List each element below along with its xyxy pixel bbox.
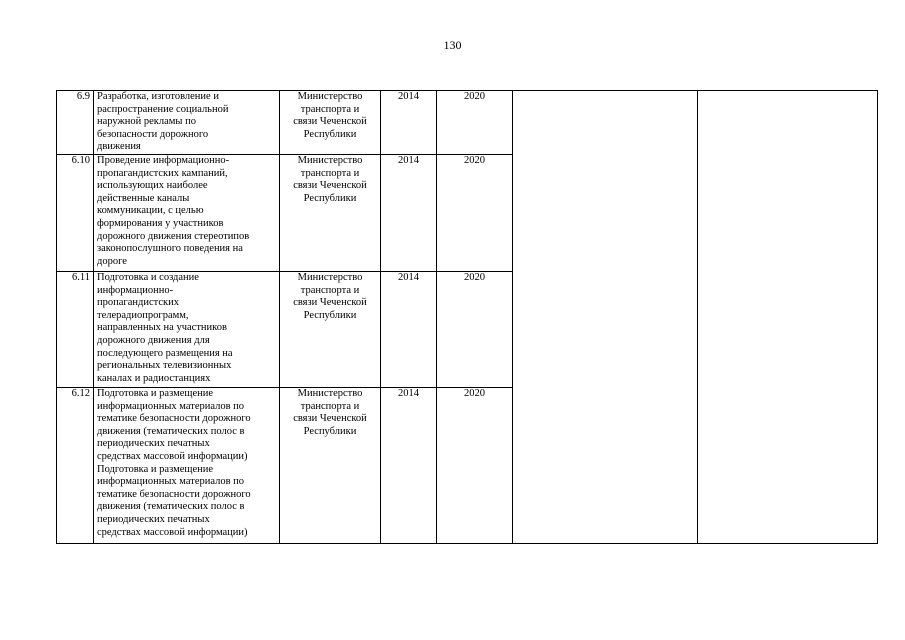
activity-line: движения bbox=[97, 141, 141, 153]
executor-line: Министерство bbox=[297, 155, 363, 166]
page-number: 130 bbox=[443, 38, 462, 52]
activity-line: формирования у участников bbox=[97, 217, 224, 229]
activity-line: дороге bbox=[97, 255, 127, 267]
row-number: 6.9 bbox=[57, 91, 94, 155]
activity-line: Подготовка и создание bbox=[97, 272, 199, 283]
activity-cell bbox=[94, 388, 280, 544]
activity-line: периодических печатных bbox=[97, 438, 210, 450]
executor-line: Республики bbox=[303, 128, 357, 140]
executor-line: Республики bbox=[303, 309, 357, 321]
end-year: 2020 bbox=[437, 388, 513, 544]
activity-line: распространение социальной bbox=[97, 103, 229, 115]
activity-line: движения (тематических полос в bbox=[97, 501, 245, 513]
activity-line: пропагандистских кампаний, bbox=[97, 167, 228, 179]
executor-line: Министерство bbox=[297, 91, 363, 102]
activity-line: информационных материалов по bbox=[97, 476, 245, 488]
executor-line: связи Чеченской bbox=[293, 180, 367, 192]
activity-line: коммуникации, с целью bbox=[97, 205, 204, 217]
executor-line: связи Чеченской bbox=[293, 413, 367, 425]
activity-line: тематике безопасности дорожного bbox=[97, 488, 251, 500]
activity-line: Проведение информационно- bbox=[97, 155, 230, 166]
table-row bbox=[57, 91, 878, 155]
activity-line: информационно- bbox=[97, 284, 174, 296]
activity-line: движения (тематических полос в bbox=[97, 425, 245, 437]
row-number: 6.10 bbox=[57, 155, 94, 272]
activity-line: Подготовка и размещение bbox=[97, 463, 214, 475]
activity-line: дорожного движения стереотипов bbox=[97, 230, 250, 242]
activity-cell bbox=[94, 272, 280, 388]
start-year: 2014 bbox=[381, 388, 437, 544]
executor-line: транспорта и bbox=[300, 167, 360, 179]
executor-cell bbox=[280, 388, 381, 544]
activity-line: информационных материалов по bbox=[97, 400, 245, 412]
start-year: 2014 bbox=[381, 91, 437, 155]
executor-cell bbox=[280, 155, 381, 272]
activity-line: направленных на участников bbox=[97, 322, 227, 334]
executor-cell bbox=[280, 272, 381, 388]
activity-line: пропагандистских bbox=[97, 297, 179, 309]
activity-line: каналах и радиостанциях bbox=[97, 372, 211, 384]
activity-cell bbox=[94, 155, 280, 272]
end-year: 2020 bbox=[437, 155, 513, 272]
executor-line: Республики bbox=[303, 425, 357, 437]
activity-line: телерадиопрограмм, bbox=[97, 309, 189, 321]
activity-line: средствах массовой информации) bbox=[97, 450, 248, 462]
activity-line: периодических печатных bbox=[97, 513, 210, 525]
activity-line: средствах массовой информации) bbox=[97, 526, 248, 538]
executor-cell bbox=[280, 91, 381, 155]
end-year: 2020 bbox=[437, 91, 513, 155]
activity-line: тематике безопасности дорожного bbox=[97, 413, 251, 425]
empty-column-cell bbox=[698, 91, 878, 544]
executor-line: связи Чеченской bbox=[293, 116, 367, 128]
activity-line: действенные каналы bbox=[97, 192, 190, 204]
activity-line: дорожного движения для bbox=[97, 334, 210, 346]
executor-line: Министерство bbox=[297, 388, 363, 399]
activity-line: Подготовка и размещение bbox=[97, 388, 214, 399]
activity-line: наружной рекламы по bbox=[97, 116, 196, 128]
start-year: 2014 bbox=[381, 155, 437, 272]
activity-line: региональных телевизионных bbox=[97, 360, 232, 372]
activity-line: безопасности дорожного bbox=[97, 128, 209, 140]
row-number: 6.12 bbox=[57, 388, 94, 544]
activity-line: Разработка, изготовление и bbox=[97, 91, 219, 102]
executor-line: транспорта и bbox=[300, 103, 360, 115]
executor-line: транспорта и bbox=[300, 400, 360, 412]
executor-line: Республики bbox=[303, 192, 357, 204]
activity-cell bbox=[94, 91, 280, 155]
executor-line: Министерство bbox=[297, 272, 363, 283]
activity-line: последующего размещения на bbox=[97, 347, 233, 359]
executor-line: связи Чеченской bbox=[293, 297, 367, 309]
row-number: 6.11 bbox=[57, 272, 94, 388]
program-table bbox=[56, 90, 878, 544]
empty-column-cell bbox=[513, 91, 698, 544]
activity-line: использующих наиболее bbox=[97, 180, 208, 192]
executor-line: транспорта и bbox=[300, 284, 360, 296]
start-year: 2014 bbox=[381, 272, 437, 388]
activity-line: законопослушного поведения на bbox=[97, 243, 243, 255]
end-year: 2020 bbox=[437, 272, 513, 388]
